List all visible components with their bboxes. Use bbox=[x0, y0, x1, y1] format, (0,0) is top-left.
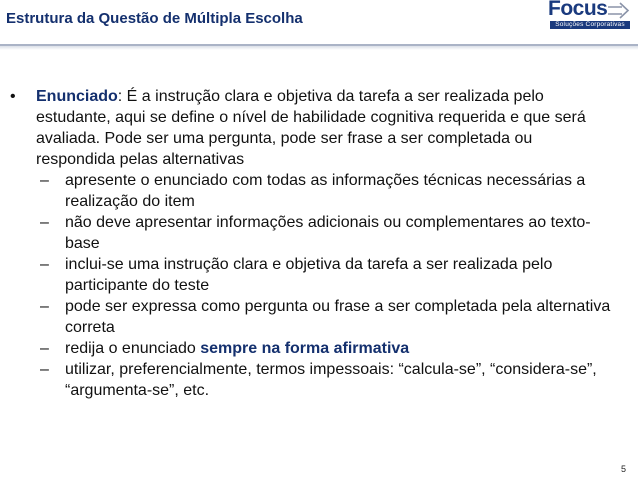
sub-item-text: inclui-se uma instrução clara e objetiva da tarefa a ser realizada pelo participante do teste bbox=[65, 256, 553, 294]
sub-item bbox=[0, 338, 638, 359]
sub-item-text: pode ser expressa como pergunta ou frase a ser completada pela alternativa correta bbox=[65, 298, 611, 336]
sub-item bbox=[0, 170, 638, 212]
bullet-text: : É a instrução clara e objetiva da tarefa a ser realizada pelo estudante, aqui se define o nível de habilidade cognitiva requerida e que será avaliada. Pode ser uma pergunta, pode ser frase a ser completada ou respondida pelas alternativas bbox=[36, 88, 586, 168]
sub-item bbox=[0, 296, 638, 338]
logo-tagline: Soluções Corporativas bbox=[550, 21, 630, 29]
sub-item-text: apresente o enunciado com todas as informações técnicas necessárias a realização do item bbox=[65, 172, 586, 210]
slide-title: Estrutura da Questão de Múltipla Escolha bbox=[6, 10, 303, 27]
page-number: 5 bbox=[621, 464, 627, 474]
logo-wordmark: Focus bbox=[548, 0, 608, 20]
slide-body bbox=[0, 86, 638, 401]
logo-arrow-icon bbox=[608, 2, 632, 20]
focus-logo bbox=[548, 0, 634, 30]
header-divider-line bbox=[0, 44, 638, 46]
bullet-marker: • bbox=[10, 88, 16, 105]
bullet-lead-term: Enunciado bbox=[36, 88, 118, 105]
sub-item-marker: – bbox=[40, 298, 49, 315]
sub-item-marker: – bbox=[40, 172, 49, 189]
sub-item-text: não deve apresentar informações adicionais ou complementares ao texto-base bbox=[65, 214, 591, 252]
sub-item bbox=[0, 212, 638, 254]
sub-item-marker: – bbox=[40, 256, 49, 273]
sub-item bbox=[0, 359, 638, 401]
sub-item-text: redija o enunciado bbox=[65, 340, 201, 357]
sub-item-marker: – bbox=[40, 214, 49, 231]
sub-item-text: utilizar, preferencialmente, termos impessoais: “calcula-se”, “considera-se”, “argumenta-se”, etc. bbox=[65, 361, 597, 399]
sub-item bbox=[0, 254, 638, 296]
sub-item-marker: – bbox=[40, 340, 49, 357]
sub-item-marker: – bbox=[40, 361, 49, 378]
bullet-enunciado bbox=[0, 86, 638, 170]
sub-item-emphasis: sempre na forma afirmativa bbox=[200, 340, 410, 357]
